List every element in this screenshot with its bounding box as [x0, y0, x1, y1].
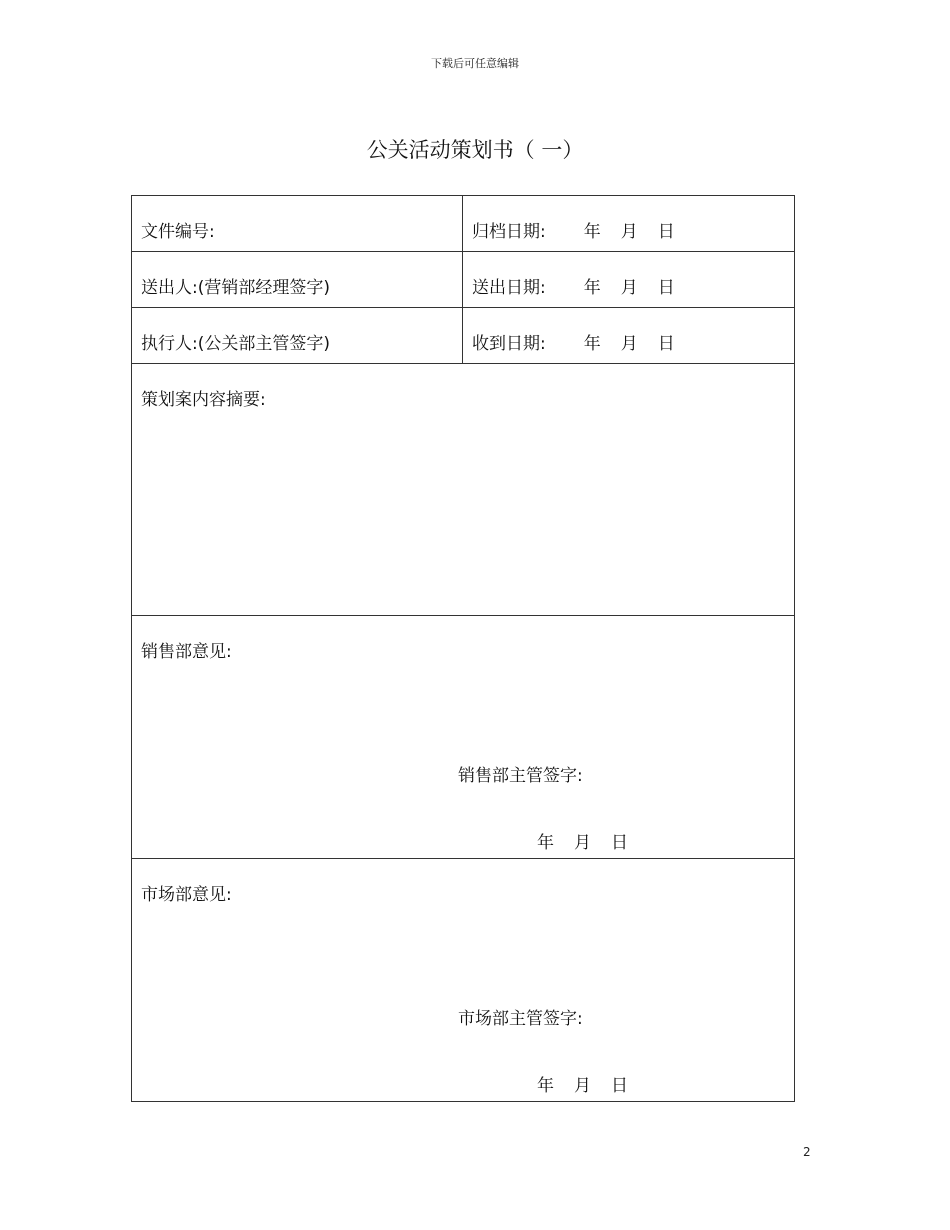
table-row [132, 616, 795, 859]
day-unit: 日 [611, 1076, 628, 1096]
table-row [132, 308, 795, 364]
day-unit: 日 [611, 833, 628, 853]
market-opinion-cell[interactable] [132, 859, 795, 1102]
archive-date-cell[interactable] [463, 196, 795, 252]
page-number: 2 [803, 1145, 811, 1159]
receive-date-label: 收到日期: [472, 334, 546, 354]
file-number-cell[interactable] [132, 196, 463, 252]
month-unit: 月 [620, 222, 638, 242]
receive-date-field [472, 329, 675, 354]
market-opinion-label: 市场部意见: [141, 885, 232, 905]
archive-date-label: 归档日期: [472, 222, 546, 242]
sales-sign-label: 销售部主管签字: [458, 766, 583, 786]
file-number-label: 文件编号: [141, 222, 215, 242]
month-unit: 月 [574, 833, 591, 853]
day-unit: 日 [657, 278, 675, 298]
plan-form-table [131, 195, 795, 1102]
year-unit: 年 [583, 334, 601, 354]
year-unit: 年 [537, 1076, 554, 1096]
sales-sign-date [537, 828, 628, 853]
summary-cell[interactable] [132, 364, 795, 616]
year-unit: 年 [583, 278, 601, 298]
executor-cell[interactable] [132, 308, 463, 364]
sender-cell[interactable] [132, 252, 463, 308]
day-unit: 日 [657, 334, 675, 354]
header-note: 下载后可任意编辑 [431, 57, 519, 70]
month-unit: 月 [620, 334, 638, 354]
sales-opinion-cell[interactable] [132, 616, 795, 859]
summary-label: 策划案内容摘要: [141, 390, 266, 410]
month-unit: 月 [574, 1076, 591, 1096]
sales-opinion-label: 销售部意见: [141, 642, 232, 662]
executor-label: 执行人:(公关部主管签字) [141, 334, 330, 354]
archive-date-field [472, 217, 675, 242]
day-unit: 日 [657, 222, 675, 242]
table-row [132, 252, 795, 308]
table-row [132, 196, 795, 252]
month-unit: 月 [620, 278, 638, 298]
send-date-field [472, 273, 675, 298]
send-date-label: 送出日期: [472, 278, 546, 298]
sender-label: 送出人:(营销部经理签字) [141, 278, 330, 298]
market-sign-date [537, 1071, 628, 1096]
market-sign-label: 市场部主管签字: [458, 1009, 583, 1029]
year-unit: 年 [537, 833, 554, 853]
table-row [132, 364, 795, 616]
table-row [132, 859, 795, 1102]
send-date-cell[interactable] [463, 252, 795, 308]
year-unit: 年 [583, 222, 601, 242]
document-title: 公关活动策划书（ 一） [366, 138, 584, 162]
receive-date-cell[interactable] [463, 308, 795, 364]
